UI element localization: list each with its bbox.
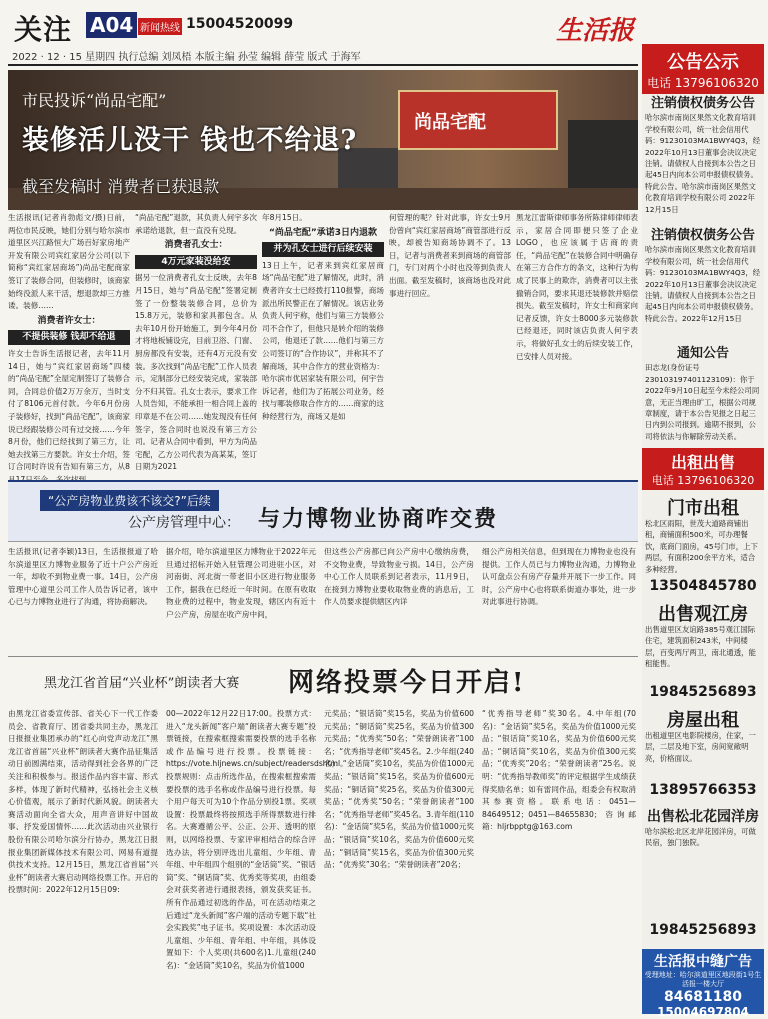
notice-text: 哈尔滨市南岗区果然文化教育培训学校有限公司，统一社会信用代码：91230103MA1BWY4Q3，经2022年10月13日董事会决议决定注销。请债权人自接到本公告之日起45日内向本公司申报债权债务。特此公告。哈尔滨市南岗区果然文化教育培训学校有限公司 2022年12月15日: [645, 113, 761, 214]
notices-hotline: 电话 13796106320: [642, 74, 764, 94]
classifieds-sidebar: [642, 44, 764, 1019]
notice-title: 注销债权债务公告: [650, 228, 755, 243]
sale4-phone: 19845256893: [649, 922, 757, 938]
property-column-3: 但这些公产房都已向公产房中心缴纳房费，不交物业费，导致物业亏损。14日，公产房中心工作人员联系到记者表示，11月9日，在接到力博物业要收取物业费的消息后，工作人员要求提供辖区内详: [324, 547, 474, 607]
story-column-4: [389, 212, 511, 472]
notice-text: 田志龙(身份证号230103197401123109)：你于2022年9月10日起至今未经公司同意，无正当理由旷工，根据公司规章制度，请于本公告见报之日起三日内到公司报到。逾期不报到，公司将依法与你解除劳动关系。: [645, 363, 760, 441]
property-column-4: 细公产房相关信息，但到现在力博物业也没有提供。工作人员已与力博物业沟通，力博物业认可盘点公有房产存量并开展下一步工作。同时，公产房中心也将联系街道办事处，进一步对此事进行协调。: [482, 547, 636, 607]
property-story-tag: “公产房物业费该不该交?”后续: [40, 490, 219, 511]
contest-kicker: 黑龙江省首届“兴业杯”朗读者大赛: [44, 676, 240, 691]
sale3-title: 房屋出租: [667, 710, 739, 731]
notice-1: [642, 96, 764, 226]
page-number: A04: [86, 12, 137, 38]
issue-meta: 2022 · 12 · 15 星期四 执行总编 刘凤梧 本版主编 孙莹 编辑 薛莹 版式 于海军: [12, 52, 361, 63]
sale2-title: 出售观江房: [658, 604, 748, 625]
section-title: 关注: [14, 13, 73, 46]
column-subhead: “尚品宅配”承诺3日内退款: [268, 227, 378, 238]
ad-title: 生活报中缝广告: [654, 954, 752, 970]
contest-columns: [8, 708, 638, 1008]
story-subhead: 截至发稿时 消费者已获退款: [22, 177, 220, 196]
column-subhead: 消费者许女士：: [37, 315, 101, 326]
column-bar: 4万元家装没给安: [135, 255, 257, 270]
column-subhead: 消费者孔女士：: [164, 240, 228, 251]
store-photo: [8, 70, 638, 210]
sale2-phone: 19845256893: [649, 684, 757, 700]
store-sign-text: 尚品宅配: [414, 112, 486, 133]
notices-title: 公告公示: [642, 44, 764, 74]
sale4-title: 出售松北花园洋房: [647, 809, 759, 825]
sale1-phone: 13504845780: [649, 578, 757, 594]
notice-title: 注销债权债务公告: [650, 96, 755, 111]
newspaper-logo: 生活报: [556, 16, 635, 46]
column-text: 据另一位消费者孔女士反映，去年8月15日，她与“尚品宅配”签署定制签了一份整装装修合同，总价为15.8万元，装修和家具都包含。从去年10月份开始施工，到今年4月份才将地板铺设完，目前卫浴、门窗、厨房都没有安装，还有4万元没有安装。多次找到“尚品宅配”工作人员表示，定制部分已经安装完成，家装部分不归其管。孔女士表示，要求工作人员告知，不能承担一相合同上盖的印章是不在公司……她发现没有任何签字，签合同时也说没有第三方公司。记者从合同中看到，甲方为尚品宅配，乙方公司代表为高某某，签订日期为2021: [135, 273, 257, 472]
sale4-text: 哈尔滨松北区北岸花园洋房，可做民宿，独门独院。: [645, 827, 756, 848]
column-text: 许女士告诉生活报记者，去年11月14日，她与“宾红家居商场”四楼的“尚品宅配”全屋定制签订了装修合同，合同总价值2万万余万，当时支付了8106元首付款。今年6月份房子装修好，找到“尚品宅配”，该商家说已经跟装修公司有过交接……今年8月份，他们已经找到了第三方，让她去找第三方要款。许女士介绍，签订合同时许说有告知有第三方，从8: [8, 348, 130, 472]
notice-title: 通知公告: [676, 346, 729, 361]
story-column-1: [8, 212, 130, 472]
column-bar: 不提供装修 钱却不给退: [8, 330, 130, 345]
masthead-rule: [8, 64, 638, 66]
column-text: “尚品宅配”退款，其负责人何宇多次承诺给退款，但一直没有兑现。: [135, 213, 257, 235]
story-headline: 装修活儿没干 钱也不给退?: [22, 125, 358, 156]
reading-contest-story: [8, 652, 638, 1014]
sale2-text: 出售道里区友谊路385号观江国际住宅，建筑面积243米，中间楼层，百变两厅两卫，南北通透，能租能售。: [645, 625, 756, 669]
sale1-text: 松北区雨阳，世茂大道路商铺出租，商铺面积500米，可办理餐饮，底商门面房，45号门市，上下两层，有面积200余平方米，适合多种经营。: [645, 519, 758, 574]
notice-3: [642, 346, 764, 446]
hotline-label: 新闻热线: [138, 18, 182, 35]
property-column-1: 生活报讯(记者李颖)13日，生活报报道了哈尔滨道里区力博物业服务了近十户公产房近一年，却收不到物业费一事。14日，公产房管理中心道里公司工作人员告诉记者，该中心已与力博物业进行了沟通，将协商解决。: [8, 547, 158, 607]
property-story-header: [8, 480, 638, 542]
contest-column-3: 元奖品；“银话筒”奖15名，奖品为价值600元奖品；“铜话筒”奖25名，奖品为价值300元奖品；“优秀奖”50名；“荣誉朗读者”100名；“优秀指导老师”奖45名。2.少年组(240名)：“金话筒”奖10名，奖品为价值1000元奖品；“银话筒”奖15名，奖品为价值600元奖品；“铜话筒”奖25名，奖品为价值300元奖品；“优秀奖”50名；“荣誉朗读者”100名；“优秀指导老师”奖45名。3.青年组(110名)：“金话筒”奖5名，奖品为价值1000元奖品；“银话筒”奖10名，奖品为价值600元奖品；“铜话筒”奖15名，奖品为价值300元奖品；“优秀奖”30名；“荣誉朗读者”20名；: [324, 709, 474, 870]
notice-text: 哈尔滨市南岗区果然文化教育培训学校有限公司，统一社会信用代码：91230103MA1BWY4Q3，经2022年10月13日董事会决议决定注销。请债权人自接到本公告之日起45日内向本公司申报债权债务。特此公告。2022年12月15日: [645, 245, 761, 323]
ad-phone-2: 15004697804: [657, 1005, 749, 1019]
property-story-sub: 公产房管理中心：: [128, 515, 240, 531]
column-text: 黑龙江雷斯律师事务所陈律师律师表示，家居合同即便只签了企业LOGO，也应该属于店商的责任，“尚品宅配”在装修合同中明确存在第三方合作方的条文，这种行为构成了民事上的欺诈，消费者可以主张撤销合同，要求其退还装修款并赔偿损失。截至发稿时，许女士和商家向记者反馈，许女士8000多元装修款已经退还，同时该店负责人何宇表示，将做好孔女士的后续安装工作，已安排人员对接。: [516, 213, 638, 361]
section-rule: [8, 656, 638, 657]
sale1-title: 门市出租: [667, 498, 739, 519]
top-story: [8, 70, 638, 475]
column-text: 生活报讯(记者肖勃彪文/摄)日前，两位市民反映，她们分别与哈尔滨市道里区兴江路恒大广场百好家房地产开发有限公司宾红家居分公司(以下简称“宾红家居商场”)尚品宅配商家签订了装修合同，但装修时，该商家始终没派人来干活，想退款却三方推诿。装修……: [8, 213, 130, 311]
notice-2: [642, 228, 764, 344]
hotline-number: 15004520099: [186, 16, 294, 32]
sale-title: 出租出售: [642, 448, 764, 472]
story-columns: [8, 212, 638, 472]
story-kicker: 市民投诉“尚品宅配”: [22, 91, 167, 110]
sale-hotline: 电话 13796106320: [642, 472, 764, 490]
ad-phone-1: 84681180: [664, 989, 742, 1005]
property-column-2: 据介绍，哈尔滨道里区力博物业于2022年元旦通过招标开始入驻管理公司进驻小区，对河南街、河北街一带老旧小区进行物业服务工作，据我在已经近一年时间。在原有收取物业费的过程中，物业发现，辖区内有近十户公产房，房屋在收产房中间，: [166, 547, 316, 619]
contest-headline: 网络投票今日开启!: [288, 668, 526, 698]
contest-column-2: 00—2022年12月22日17:00。投票方式：进入“龙头新闻”客户端“朗读者大赛专题”投票链接，在搜索框搜索需要投票的选手名称或作品编号进行投票。投票链接：https://vote.hljnews.cn/subject/readersdshtml。投票规则：点击所选作品，在搜索框搜索需要投票的选手名称或作品编号进行投票。每个用户每天可为10个作品分别投1票。奖项设置：投票最终将按照选手所得票数进行排名。大赛遵循公平、公正、公开、透明的原则，以网络投票、专家评审相结合的综合评选办法，将分别评选出儿童组、少年组、青年组、中年组四个组别的“金话筒”奖、“银话筒”奖、“铜话筒”奖、优秀奖等奖项，由组委会对获奖者进行通报表扬，颁发获奖证书。所有作品通过初选的作品，可在活动结束之后通过“龙头新闻”客户端的活动专题下载“社会实践奖”电子证书。奖项设置：本次活动设儿童组、少年组、青年组、中年组，具体设置如下：个人奖项(共600名)1.儿童组(240名)：“金话筒”奖10名，奖品为价值1000: [166, 709, 348, 970]
ad-box: [642, 949, 764, 1019]
story-column-2: [135, 212, 257, 472]
contest-column-4: “优秀指导老师”奖30名。4.中年组(70名)：“金话筒”奖5名，奖品为价值1000元奖品；“银话筒”奖10名，奖品为价值600元奖品；“铜话筒”奖10名，奖品为价值300元奖品；“优秀奖”20名；“荣誉朗读者”25名。说明：“优秀指导教师奖”的评定根据学生成绩获得奖励名单；如有雷同作品，组委会有权取消其参赛资格。联系电话：0451—84649512；0451—84655830；咨询邮箱：hljrbpptg@163.com: [482, 709, 636, 832]
property-story: [8, 480, 638, 645]
column-text: 何管理的呢？针对此事，许女士9月份曾向“宾红家居商场”商管部进行反映，却被告知商场协调不了。13日，记者与消费者来到商场的商管部门，专门对两个小时也没等到负责人出面。截至发稿时，该商场也没对此事进行回应。: [389, 213, 511, 298]
sale3-phone: 13895766353: [649, 782, 757, 798]
ad-address: 受理地址：哈尔滨道里区地段街1号生活报一楼大厅: [644, 971, 762, 988]
sale3-text: 出租道里区电影院楼房，住家，一层，二层及地下室，房间宽敞明亮，价格面议。: [645, 731, 756, 763]
column-text: 13日上午，记者来到宾红家居商场“尚品宅配”进了解情况，此时，消费者许女士已经拨打110报警，商场派出所民警正在了解情况。该店业务负责人何宇称，他们与第三方装修公司不合作了，但他只是转介绍的装修公司，他退还了款……他们与第三方公司签订的“合作协议”，并称其不了解商场，其中合作方的营业资格为：哈尔滨市优居家装有限公司，何宇告诉记者，他们为了拓展公司业务，经找与哪装修取合作方的……商家的这种经营行为，商场又是如: [262, 260, 384, 421]
story-column-3: [262, 212, 384, 472]
column-text: 年8月15日。: [262, 213, 307, 222]
store-sign: [398, 90, 558, 150]
column-bar: 并为孔女士进行后续安装: [262, 242, 384, 257]
story-column-5: [516, 212, 638, 472]
contest-column-1: 由黑龙江省委宣传部、省关心下一代工作委员会、省教育厅、团省委共同主办，黑龙江日报报业集团承办的“红心向党声动龙江”黑龙江省首届“兴业杯”朗读者大赛作品征集活动日前圆满结束，活动得到社会各界的广泛关注和积极参与。报送作品内容丰富、形式多样，体现了新时代精神，弘扬社会主义核心价值观，展示了新时代新风貌。朗读者大赛活动面向全省大众，用声音讲好中国故事、抒发爱国情怀……此次活动由兴业银行股份有限公司哈尔滨分行协办，黑龙江日报报业集团新媒体技术有限公司、网易有道提供技术支持。12月15日，黑龙江省首届“兴业杯”朗读者大赛启动网络投票工作。开启的投票时间：2022年12月15日09:: [8, 709, 158, 895]
property-story-headline: 与力博物业协商咋交费: [258, 506, 499, 532]
